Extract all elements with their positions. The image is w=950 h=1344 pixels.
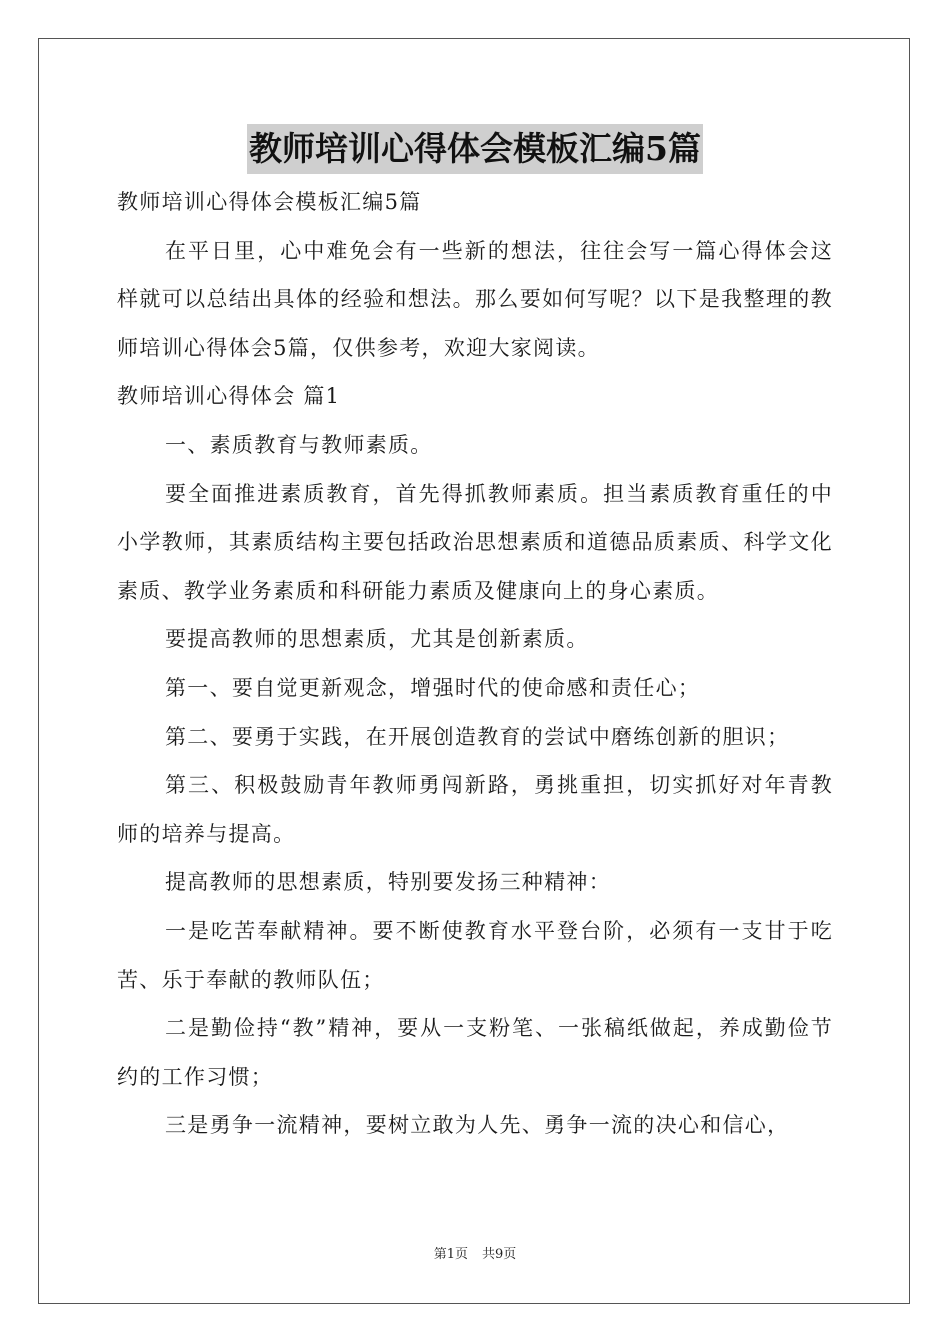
paragraph: 一是吃苦奉献精神。要不断使教育水平登台阶，必须有一支甘于吃苦、乐于奉献的教师队伍； — [117, 918, 833, 992]
paragraph: 二是勤俭持“教”精神，要从一支粉笔、一张稿纸做起，养成勤俭节约的工作习惯； — [117, 1016, 833, 1089]
page-number-current: 第1页 — [433, 1247, 468, 1262]
paragraph: 三是勇争一流精神，要树立敢为人先、勇争一流的决心和信心， — [165, 1113, 790, 1138]
paragraph: 要提高教师的思想素质，尤其是创新素质。 — [165, 627, 589, 652]
paragraph: 第一、要自觉更新观念，增强时代的使命感和责任心； — [165, 675, 701, 700]
paragraph: 一、素质教育与教师素质。 — [165, 432, 433, 457]
title-container — [0, 124, 950, 174]
section-heading: 教师培训心得体会 篇1 — [117, 384, 341, 409]
paragraph: 提高教师的思想素质，特别要发扬三种精神： — [165, 870, 611, 895]
document-body — [117, 178, 833, 1150]
paragraph: 第二、要勇于实践，在开展创造教育的尝试中磨练创新的胆识； — [165, 724, 790, 749]
paragraph: 教师培训心得体会模板汇编5篇 — [117, 190, 422, 214]
paragraph: 要全面推进素质教育，首先得抓教师素质。担当素质教育重任的中小学教师，其素质结构主要包括政治思想素质和道德品质素质、科学文化素质、教学业务素质和科研能力素质及健康向上的身心素质。 — [117, 481, 833, 603]
page-footer — [0, 1245, 950, 1265]
document-title: 教师培训心得体会模板汇编5篇 — [247, 124, 703, 174]
paragraph: 在平日里，心中难免会有一些新的想法，往往会写一篇心得体会这样就可以总结出具体的经验和想法。那么要如何写呢？以下是我整理的教师培训心得体会5篇，仅供参考，欢迎大家阅读。 — [117, 238, 833, 360]
paragraph: 第三、积极鼓励青年教师勇闯新路，勇挑重担，切实抓好对年青教师的培养与提高。 — [117, 773, 833, 846]
page-number-total: 共9页 — [482, 1247, 517, 1262]
